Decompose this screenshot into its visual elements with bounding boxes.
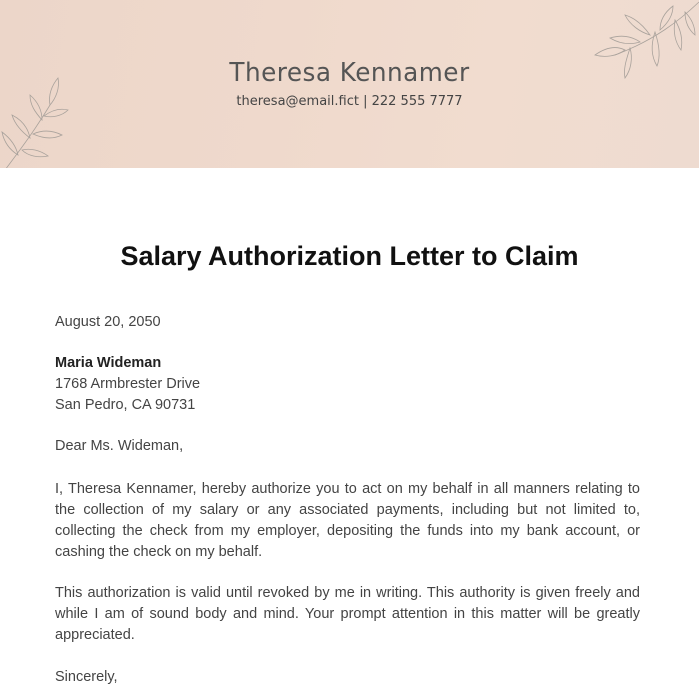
body-paragraph: I, Theresa Kennamer, hereby authorize you to act on my behalf in all manners relating to the collection of my salary or any associated payments, including but not limited to, collecting the check from my employer, depositing the funds into my bank account, or cashing the check on my behalf. bbox=[55, 481, 640, 560]
sender-contact: theresa@email.fict | 222 555 7777 bbox=[236, 94, 463, 109]
closing: Sincerely, bbox=[55, 669, 118, 685]
recipient-address-line2: San Pedro, CA 90731 bbox=[55, 397, 196, 413]
recipient-name: Maria Wideman bbox=[55, 355, 162, 371]
letter-date: August 20, 2050 bbox=[55, 314, 161, 330]
body-paragraph: This authorization is valid until revoked by me in writing. This authority is given freely and while I am of sound body and mind. Your prompt attention in this matter will be greatly appreciated. bbox=[55, 585, 640, 643]
letterhead bbox=[0, 0, 699, 168]
sender-name: Theresa Kennamer bbox=[229, 58, 470, 88]
recipient-address-line1: 1768 Armbrester Drive bbox=[55, 376, 201, 392]
recipient-block bbox=[55, 353, 640, 416]
salutation: Dear Ms. Wideman, bbox=[55, 438, 184, 454]
document-title: Salary Authorization Letter to Claim bbox=[120, 241, 579, 271]
